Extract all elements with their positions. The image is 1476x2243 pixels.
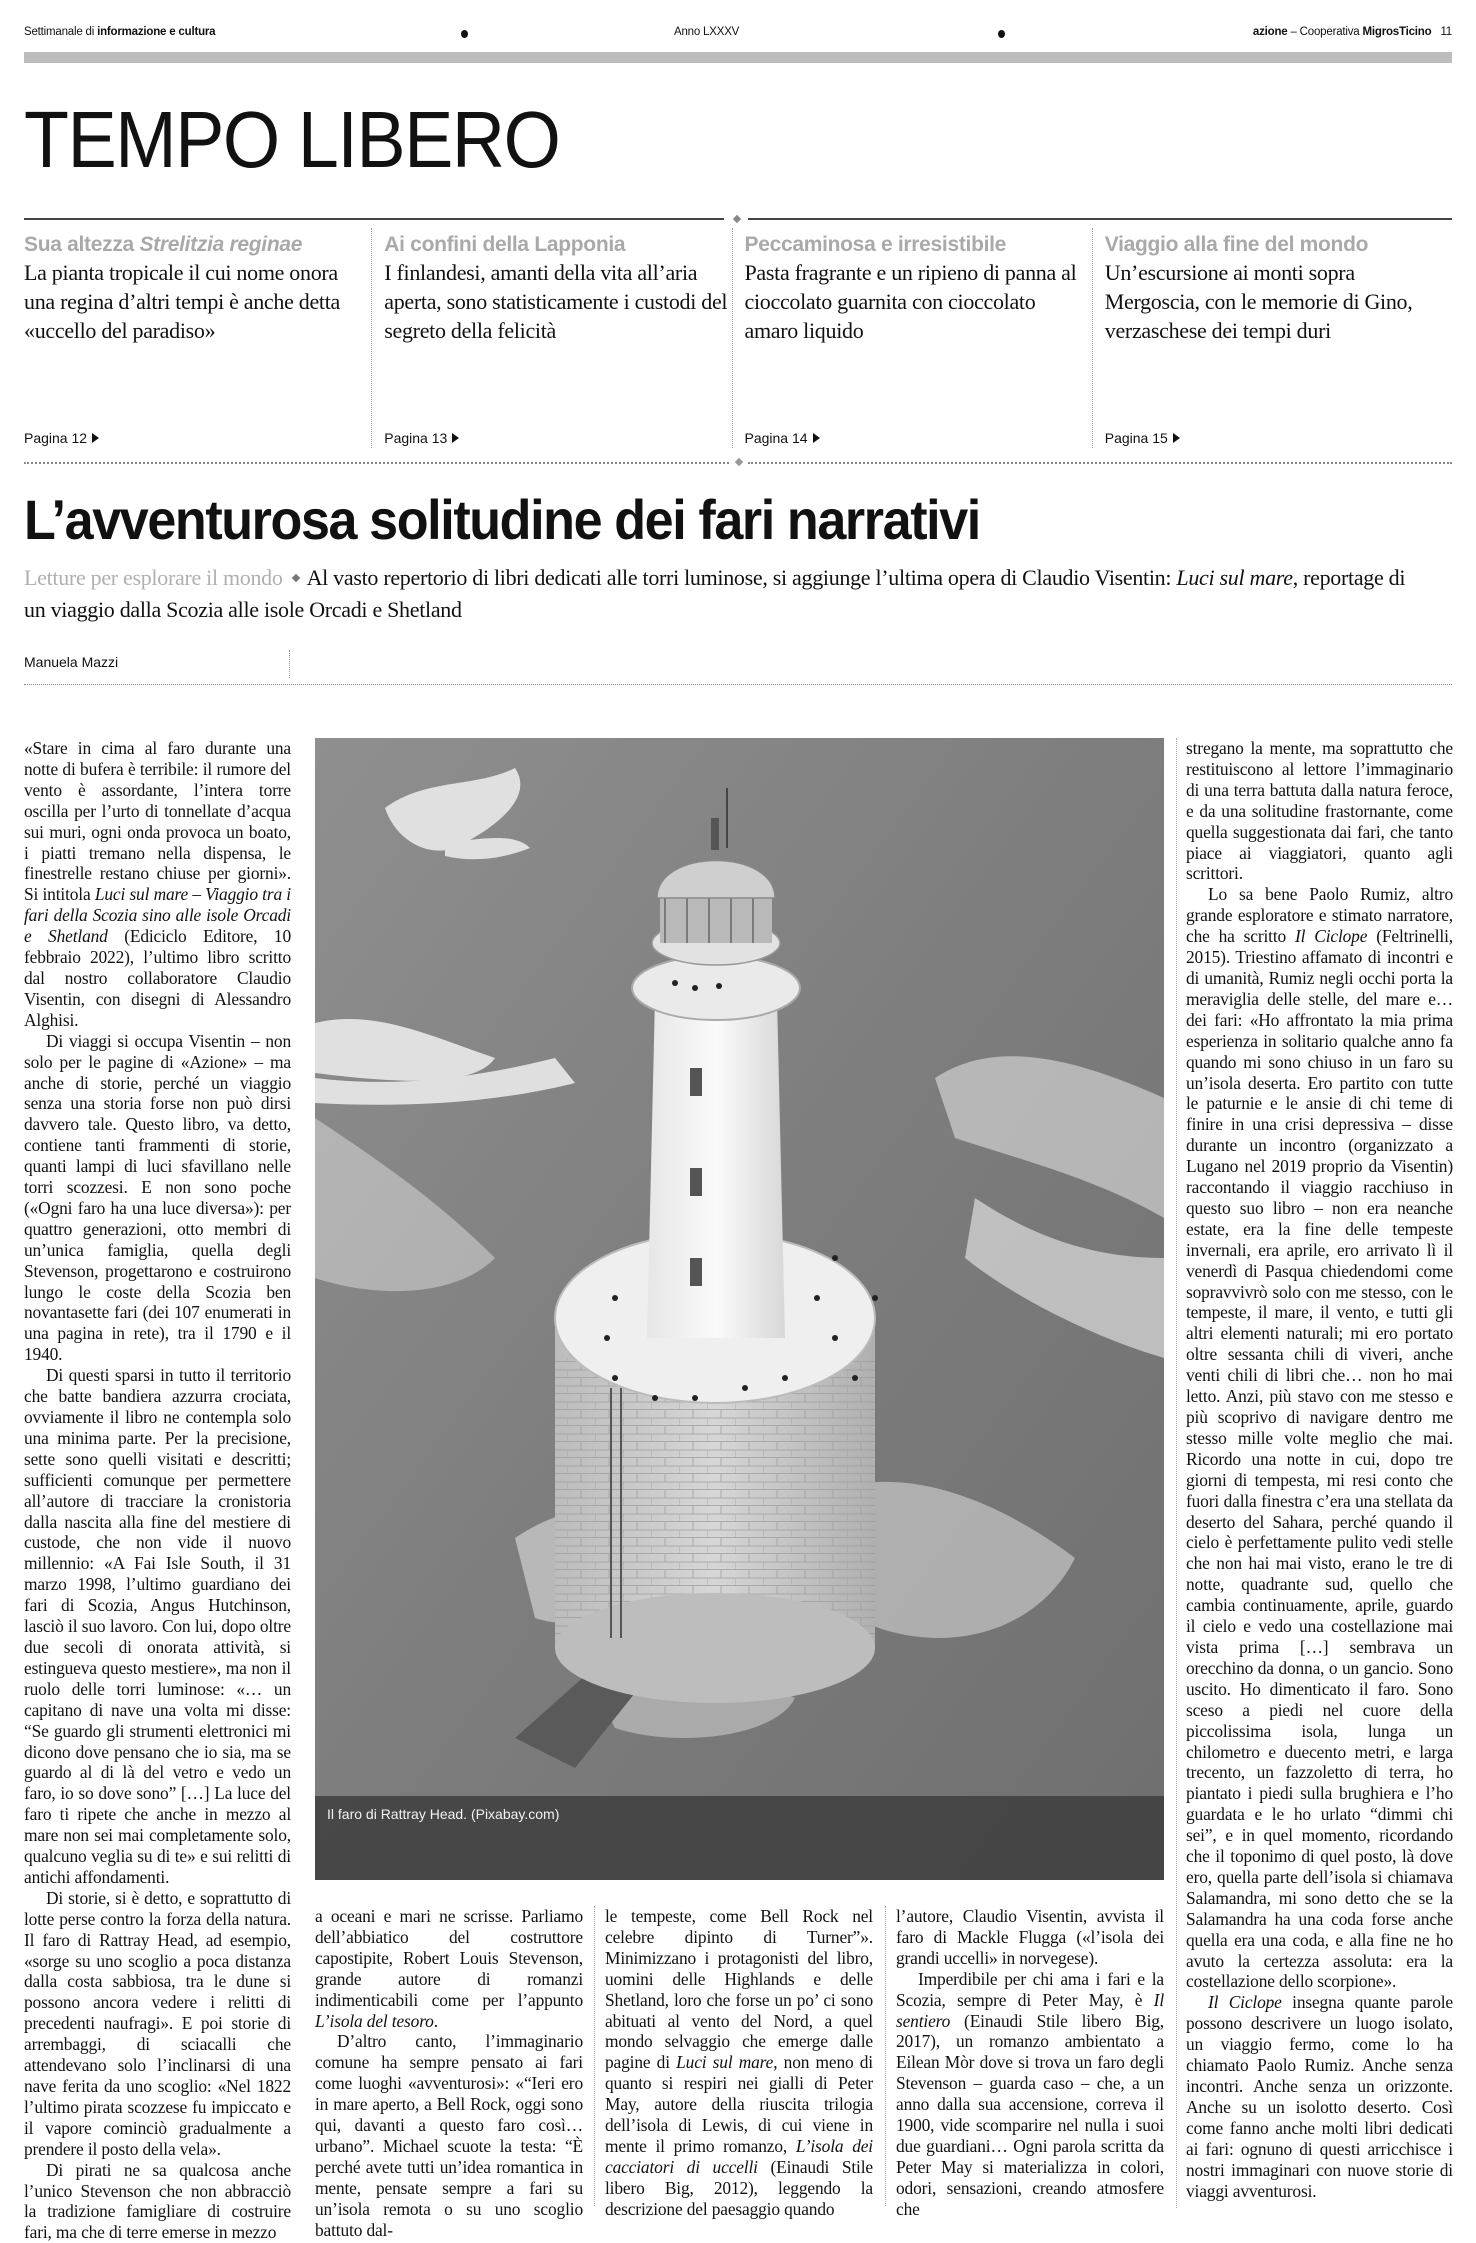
teaser-viaggio[interactable] [1092,228,1452,448]
teaser-page-link[interactable] [24,430,99,446]
article-column-4 [896,1906,1164,2220]
lighthouse-photo [315,738,1164,1880]
paragraph: Di viaggi si occupa Visentin – non solo per le pagine di «Azione» – ma anche di storie, perché un viaggio senza una storia forse non può dirsi davvero tale. Questo libro, va detto, contiene tanti frammenti di storie, quanti lampi di luci sfavillano nelle torri scozzesi. E non sono poche («Ogni faro ha una luce diversa»): per quattro generazioni, otto membri di un’unica famiglia, quella degli Stevenson, progettarono e costruirono lungo le coste della Scozia ben novantasette fari (dei 107 enumerati in una pagina in rete), tra il 1790 e il 1940. [24,1030,291,1365]
article-column-5 [1186,738,1453,2201]
teaser-page-link[interactable] [745,430,820,446]
divider [289,650,290,678]
teaser-kicker: Viaggio alla fine del mondo [1104,233,1369,256]
masthead-tagline [24,26,215,38]
teaser-kicker: Ai confini della Lapponia [384,233,626,256]
paragraph: a oceani e mari ne scrisse. Parliamo dell’abbiatico del costruttore capostipite, Robert Louis Stevenson, grande autore di romanzi indimenticabili come per l’appunto L’isola del tesoro. [315,1906,583,2031]
page-link-label: Pagina 14 [744,430,808,446]
teaser-description: I finlandesi, amanti della vita all’aria aperta, sono statisticamente i custodi del segreto della felicità [384,260,728,343]
article-column-1 [24,738,291,2243]
publication-brand: MigrosTicino [1362,26,1432,38]
teaser-page-link[interactable] [1105,430,1180,446]
masthead-bar [24,52,1452,63]
paragraph: Di pirati ne sa qualcosa anche l’unico Stevenson che non abbracciò la tradizione famigliare di costruire fari, ma che di terre emerse in mezzo [24,2159,291,2243]
paragraph: le tempeste, come Bell Rock nel celebre dipinto di Turner”». Minimizzano i protagonisti del libro, uomini delle Highlands e delle Shetland, loro che forse un po’ ci sono abituati al vento del Nord, a quel mondo selvaggio che emerge dalle pagine di Luci sul mare, non meno di quanto si respiri nei gialli di Peter May, autore della riuscita trilogia dell’isola di Lewis, di cui viene in mente il primo romanzo, L’isola dei cacciatori di uccelli (Einaudi Stile libero Big, 2012), leggendo la descrizione del paesaggio quando [605,1906,873,2219]
teaser-lapponia[interactable] [371,228,731,448]
paragraph: Il Ciclope insegna quante parole possono descrivere un luogo isolato, un viaggio fermo, come lo ha chiamato Paolo Rumiz. Anche senza incontri. Anche senza un orizzonte. Anche su un isolotto deserto. Così come fanno anche molti libri dedicati ai fari: ognuno di questi arricchisce i nostri immaginari con nuove storie di viaggi avventurosi. [1186,1992,1453,2201]
paragraph: Di questi sparsi in tutto il territorio che batte bandiera azzurra crociata, ovviamente il libro ne contempla solo una minima parte. Per la precisione, sette sono quelli visitati e descritti; sufficienti comunque per permettere all’autore di tracciare la cronistoria dalla nascita alla fine del mestiere di custode, che non vide il nuovo millennio: «A Fai Isle South, il 31 marzo 1998, l’ultimo guardiano dei fari di Scozia, Angus Hutchinson, lasciò il suo lavoro. Con lui, dopo oltre due secoli di onorata attività, si estingueva questo mestiere», ma non il ruolo delle torri luminose: «… un capitano di nave una volta mi disse: “Se guardo gli strumenti elettronici mi dicono dove pensano che io sia, ma se guardo al di là del vetro e vedo un faro, io so dove sono” […] La luce del faro ti ripete che anche in mezzo al mare non sei mai completamente solo, qualcuno veglia su di te» e sui relitti di antichi affondamenti. [24,1365,291,1887]
paragraph: l’autore, Claudio Visentin, avvista il faro di Mackle Flugga («l’isola dei grandi uccelli» in norvegese). [896,1906,1164,1968]
page-number: 11 [1440,26,1452,38]
play-arrow-icon [813,433,820,443]
diamond-ornament-icon [735,458,743,466]
page-link-label: Pagina 15 [1104,430,1168,446]
play-arrow-icon [452,433,459,443]
play-arrow-icon [1173,433,1180,443]
separator-dot-icon [998,30,1005,38]
divider [24,218,724,220]
play-arrow-icon [92,433,99,443]
deck-text: , reportage di un viaggio dalla Scozia alle isole Orcadi e Shetland [24,565,1406,622]
divider [748,218,1452,220]
byline: Manuela Mazzi [24,654,119,670]
publication-name: azione [1252,26,1288,38]
paragraph: Lo sa bene Paolo Rumiz, altro grande esploratore e stimato narratore, che ha scritto Il Ciclope (Feltrinelli, 2015). Triestino affamato di incontri e di umanità, Rumiz negli occhi porta la meraviglia delle stelle, del mare e… dei fari: «Ho affrontato la mia prima esperienza in solitario qualche anno fa quando mi sono chiuso in un faro su un’isola deserta. Ero partito con tutte le paturnie e le ansie di chi teme di finire in una crisi depressiva – disse durante un incontro (organizzato a Lugano nel 2019 proprio da Visentin) raccontando il viaggio racchiuso in questo suo libro – non era neanche estate, era la fine delle tempeste invernali, era aprile, ero arrivato lì il venerdì di Pasqua chiedendomi come sopravvivrò solo con me stesso, con le tempeste, il mare, il vento, e tutti gli altri elementi naturali; mi ero portato oltre sessanta chili di viveri, anche venti chili di libri che… non ho mai letto. Anzi, più stavo con me stesso e più scoprivo di navigare dentro me stesso mille volte meglio che mai. Ricordo una notte in cui, dopo tre giorni di tempesta, mi resi conto che fuori dalla finestra c’era una stellata da deserto del Sahara, perché quando il cielo è perfettamente pulito vedi stelle che non hai mai visto, erano le tre di notte, quadrante sud, quello che cambia continuamente, aprile, guardo il cielo e vedo una costellazione mai vista prima […] sembrava un orecchino da donna, o un gancio. Sono uscito. Ho dimenticato il faro. Sono sceso a piedi nel cuore della piccolissima isola, lunga un chilometro e duecento metri, e larga trecento, un fazzoletto di terra, ho piantato i piedi sulla brughiera e l’ho guardata e le ho urlato “dimmi chi sei”, e in quel momento, ricordando che il toponimo di quel posto, là dove ero, quella parte dell’isola si chiamava Salamandra, mi sono detto che se la Salamandra ha una coda forse anche quella era una coda, e alla fine ne ho avuto la certezza assoluta: era la costellazione dello scorpione». [1186,884,1453,1992]
teaser-page-link[interactable] [384,430,459,446]
divider [24,462,729,464]
deck-text: Al vasto repertorio di libri dedicati alle torri luminose, si aggiunge l’ultima opera di Claudio Visentin: [306,565,1177,590]
section-title: TEMPO LIBERO [24,95,560,184]
teaser-kicker: Sua altezza Strelitzia reginae [24,233,303,256]
teaser-description: Pasta fragrante e un ripieno di panna al cioccolato guarnita con cioccolato amaro liquido [744,260,1077,343]
teaser-strelitzia[interactable] [24,228,371,448]
divider [748,462,1452,464]
masthead-year: Anno LXXXV [674,26,740,38]
tagline-prefix: Settimanale di [24,26,98,38]
column-divider [1176,738,1177,2208]
column-divider [594,1906,595,2206]
tagline-bold: informazione e cultura [97,26,216,38]
page-link-label: Pagina 12 [24,430,88,446]
masthead-publication [1253,26,1452,38]
teaser-row [24,228,1452,448]
deck-book-title: Luci sul mare [1176,565,1293,590]
diamond-ornament-icon [733,215,741,223]
publication-sep: – Cooperativa [1287,26,1363,38]
masthead [24,26,1452,42]
article-deck [24,562,1424,626]
divider [24,684,1452,685]
paragraph: Di storie, si è detto, e soprattutto di lotte perse contro la forza della natura. Il faro di Rattray Head, ad esempio, «sorge su uno scoglio a poca distanza dalla costa sabbiosa, tra le dune si possono ancora vedere i relitti di precedenti naufragi». E poi storie di arrembaggi, di sciacalli che attendevano solo l’inclinarsi di una nave ferita da uno scoglio: «Nel 1822 l’ultimo pirata scozzese fu impiccato e il vapore cominciò gradualmente a prendere il posto della vela». [24,1887,291,2159]
article-column-2 [315,1906,583,2241]
article-headline: L’avventurosa solitudine dei fari narrativi [24,488,980,551]
paragraph: D’altro canto, l’immaginario comune ha sempre pensato ai fari come luoghi «avventurosi»: «“Ieri ero in mare aperto, a Bell Rock, oggi sono qui, davanti a questo faro così… urbano”. Michael scuote la testa: “È perché avete tutti un’idea romantica in mente, pensate sempre a fari su un’isola remota o su uno scoglio battuto dal- [315,2031,583,2240]
paragraph: Imperdibile per chi ama i fari e la Scozia, sempre di Peter May, è Il sentiero (Einaudi Stile libero Big, 2017), un romanzo ambientato a Eilean Mòr dove si trova un faro degli Stevenson – guarda caso – che, a un anno dalla sua accensione, correva il 1900, vide scomparire nel nulla i suoi due guardiani… Ogni parola scritta da Peter May si materializza in colori, odori, sensazioni, creando atmosfere che [896,1968,1164,2219]
diamond-bullet-icon [291,574,299,582]
teaser-description: Un’escursione ai monti sopra Mergoscia, con le memorie di Gino, verzaschese dei tempi duri [1104,260,1413,343]
paragraph: stregano la mente, ma soprattutto che restituiscono al lettore l’immaginario di una terra battuta dalla natura feroce, e da una solitudine frastornante, come quella suggestionata dai fari, che tanto piace ai viaggiatori, quanto agli scrittori. [1186,738,1453,884]
column-divider [885,1906,886,2206]
teaser-description: La pianta tropicale il cui nome onora una regina d’altri tempi è anche detta «uccello del paradiso» [24,260,341,343]
paragraph: «Stare in cima al faro durante una notte di bufera è terribile: il rumore del vento è assordante, l’intera torre oscilla per l’urto di tonnellate d’acqua sui muri, ogni onda provoca un boato, i piatti tremano nella dispensa, le finestrelle restano chiuse per giorni». Si intitola Luci sul mare – Viaggio tra i fari della Scozia sino alle isole Orcadi e Shetland (Ediciclo Editore, 10 febbraio 2022), l’ultimo libro scritto dal nostro collaboratore Claudio Visentin, con disegni di Alessandro Alghisi. [24,738,291,1030]
article-column-3 [605,1906,873,2220]
separator-dot-icon [461,30,468,38]
page-link-label: Pagina 13 [384,430,448,446]
deck-kicker: Letture per esplorare il mondo [24,565,283,590]
photo-caption: Il faro di Rattray Head. (Pixabay.com) [327,1806,560,1822]
teaser-pasta[interactable] [732,228,1092,448]
teaser-kicker: Peccaminosa e irresistibile [744,233,1007,256]
lighthouse-image [315,738,1164,1880]
